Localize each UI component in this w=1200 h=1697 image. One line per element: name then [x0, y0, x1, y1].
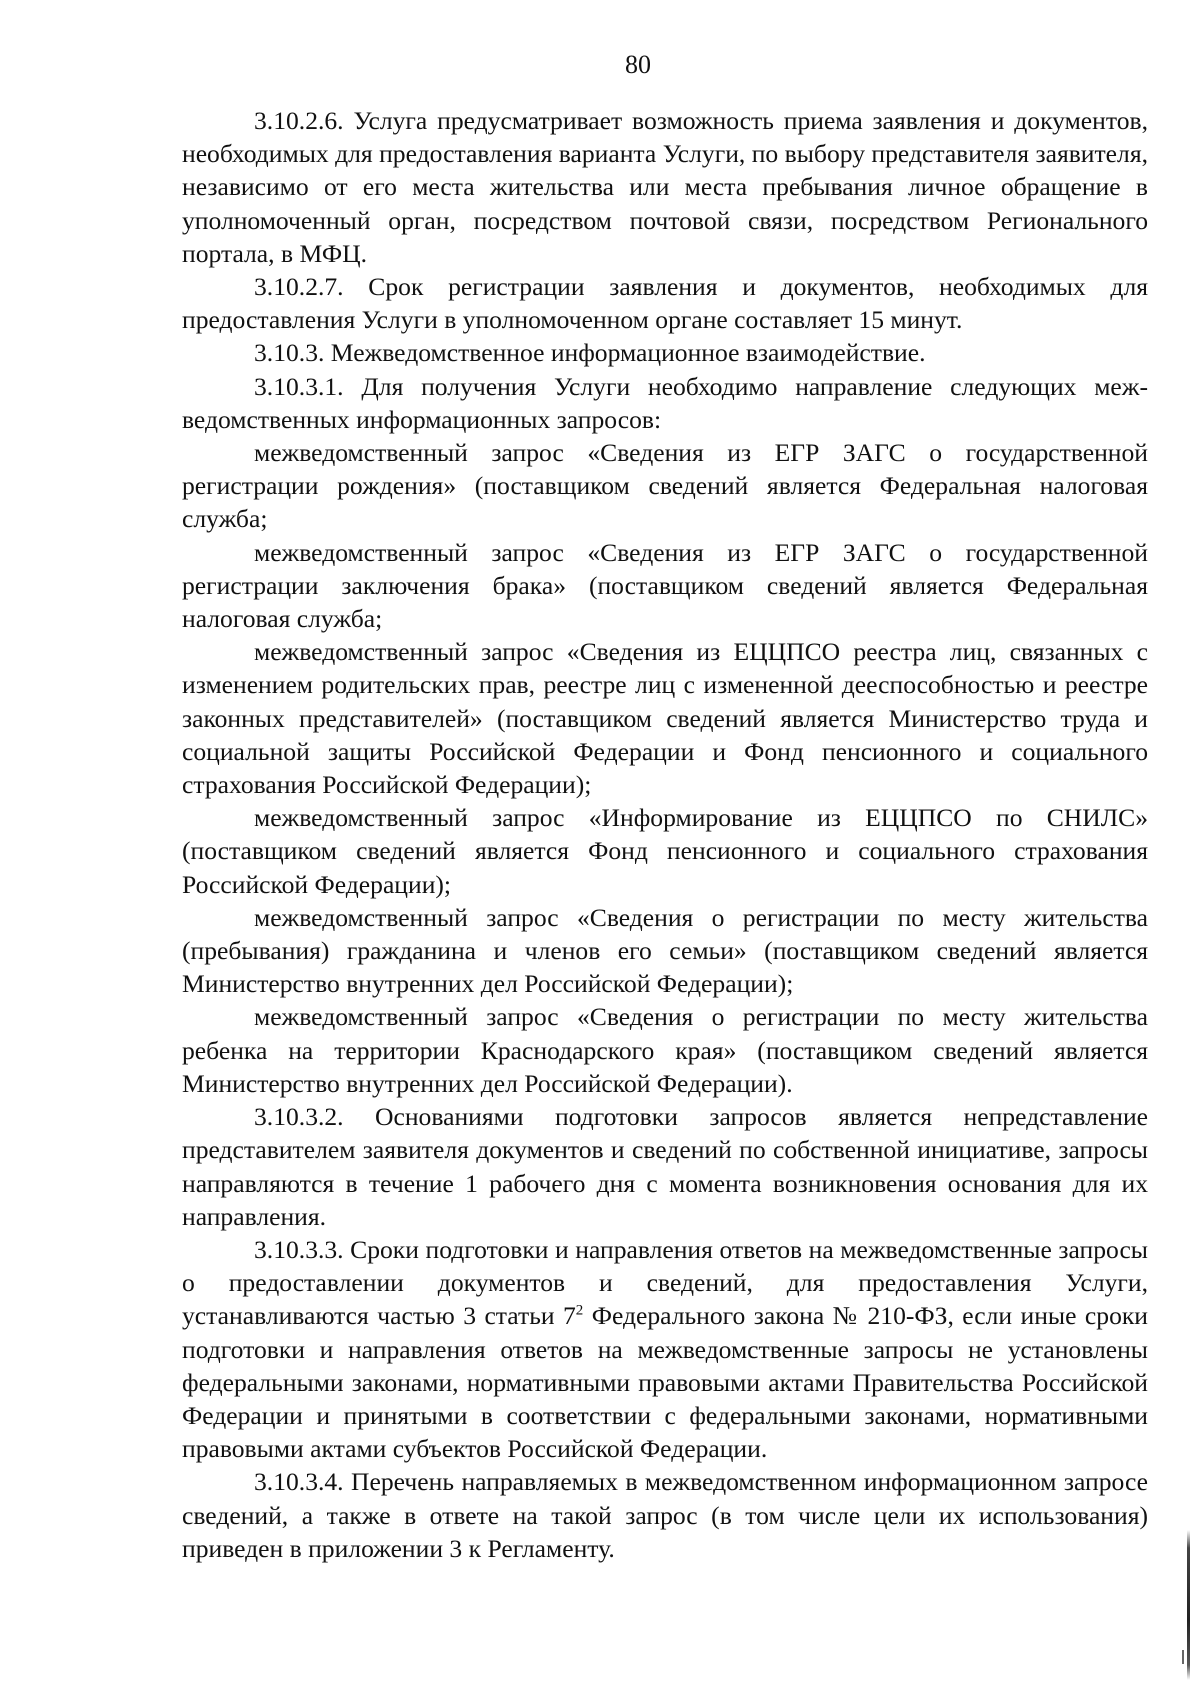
paragraph-3-10-3-4: 3.10.3.4. Перечень направляемых в межведомственном информационном запросе сведений, а также в ответе на такой запрос (в том числе цели их использования) приведен в приложении 3 к Регламенту.: [182, 1467, 1148, 1563]
scan-edge-mark: [1187, 1530, 1190, 1680]
superscript-2: 2: [575, 1302, 584, 1319]
paragraph-3-10-3-3-part-1: 3.10.3.3. Сроки подготовки и направления ответов на межведомственные запросы о предоставлении документов и сведений, для предоставления Услуги, устанавливаются частью 3 статьи 7: [182, 1234, 1148, 1331]
scan-speck-mark: [1182, 1650, 1184, 1664]
request-item-parental-rights: межведомственный запрос «Сведения из ЕЦЦПСО реестра лиц, связанных с изменением родительских прав, реестре лиц с измененной дееспособностью и реестре законных представителей» (поставщиком сведений является Министерство труда и социальной защиты Российской Федерации и Фонд пенсионного и социального страхования Российской Федерации);: [182, 637, 1148, 800]
paragraph-3-10-2-6: 3.10.2.6. Услуга предусматривает возможность приема заявления и документов, необходимых для предоставления варианта Услуги, по выбору представителя заявителя, независимо от его места жительства или места пребывания личное обращение в уполномоченный орган, посредством почтовой связи, посредством Регионального портала, в МФЦ.: [182, 106, 1148, 268]
paragraph-3-10-3-1: 3.10.3.1. Для получения Услуги необходимо направление следующих межведомственных информационных запросов:: [182, 371, 1148, 434]
request-item-birth: межведомственный запрос «Сведения из ЕГР ЗАГС о государственной регистрации рождения» (поставщиком сведений является Федеральная налоговая служба;: [182, 438, 1148, 534]
paragraph-3-10-2-7: 3.10.2.7. Срок регистрации заявления и документов, необходимых для предоставления Услуги в уполномоченном органе составляет 15 минут.: [182, 272, 1148, 335]
request-item-snils: межведомственный запрос «Информирование из ЕЦЦПСО по СНИЛС» (поставщиком сведений является Фонд пенсионного и социального страхования Российской Федерации);: [182, 803, 1148, 899]
request-item-residence-family: межведомственный запрос «Сведения о регистрации по месту жительства (пребывания) гражданина и членов его семьи» (поставщиком сведений является Министерство внутренних дел Российской Федерации);: [182, 902, 1148, 999]
request-item-residence-child: межведомственный запрос «Сведения о регистрации по месту жительства ребенка на территории Краснодарского края» (поставщиком сведений является Министерство внутренних дел Российской Федерации).: [182, 1002, 1148, 1098]
document-body: [182, 104, 1148, 1565]
paragraph-3-10-3-2: 3.10.3.2. Основаниями подготовки запросов является непредставление представителем заявителя документов и сведений по собственной инициативе, запросы направляются в течение 1 рабочего дня с момента возникновения основания для их направления.: [182, 1102, 1148, 1231]
paragraph-3-10-3-3-part-2: Федерального закона № 210-ФЗ, если иные сроки подготовки и направления ответов на межведомственные запросы не установлены федеральными законами, нормативными правовыми актами Правительства Российской Федерации и принятыми в соответствии с федеральными законами, нормативными правовыми актами субъектов Российской Федерации.: [182, 1301, 1149, 1464]
page-number: 80: [625, 50, 651, 79]
paragraph-3-10-3: 3.10.3. Межведомственное информационное взаимодействие.: [254, 338, 926, 368]
paragraph-3-10-3-3: [182, 1233, 1148, 1465]
request-item-marriage: межведомственный запрос «Сведения из ЕГР ЗАГС о государственной регистрации заключения брака» (поставщиком сведений является Федеральная налоговая служба;: [182, 537, 1148, 634]
